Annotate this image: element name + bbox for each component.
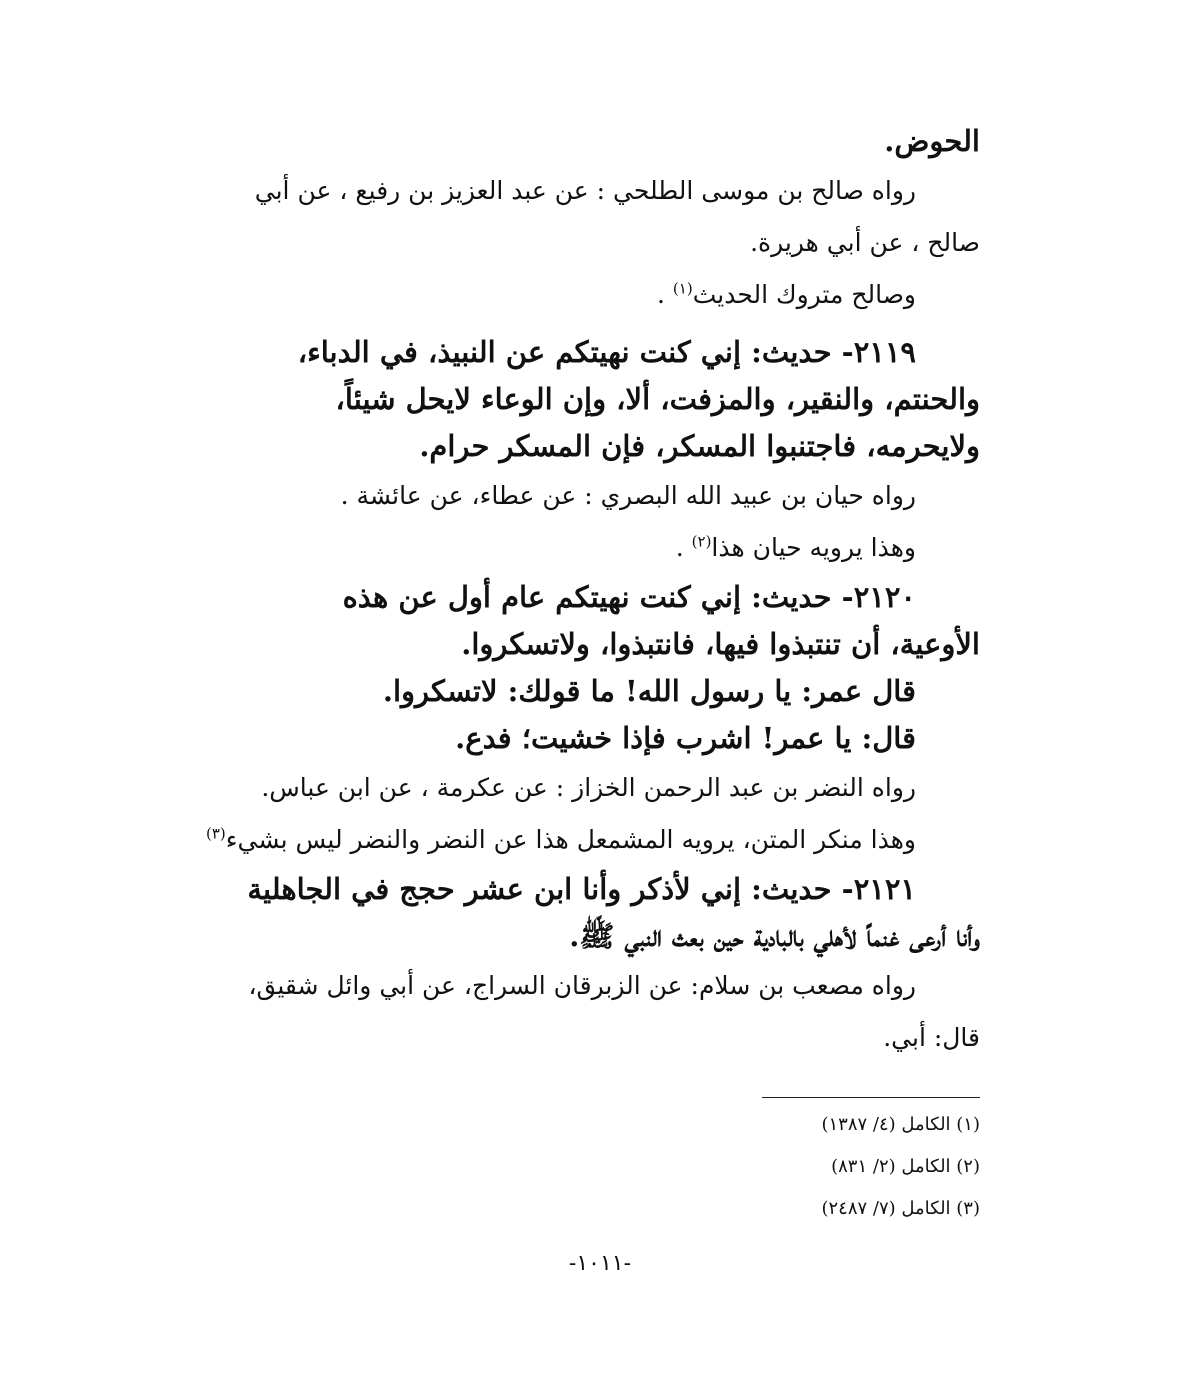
narration-line: رواه حيان بن عبيد الله البصري : عن عطاء، عن عائشة . xyxy=(340,481,916,510)
narration-end: . xyxy=(657,280,673,309)
page-number: -١٠١١- xyxy=(568,1251,632,1276)
footnote-item: (١) الكامل (٤/ ١٣٨٧) xyxy=(821,1114,980,1135)
narration-text: وصالح متروك الحديث xyxy=(692,280,916,309)
footnote-ref: (٣) xyxy=(205,824,226,843)
hadith-2120-line: قال عمر: يا رسول الله! ما قولك: لاتسكروا. xyxy=(382,674,916,708)
footnote-ref: (١) xyxy=(672,279,693,298)
footnote-ref: (٢) xyxy=(691,532,712,551)
footnote-item: (٢) الكامل (٢/ ٨٣١) xyxy=(831,1156,980,1177)
hadith-2120-line: ٢١٢٠- حديث: إني كنت نهيتكم عام أول عن هذه xyxy=(342,580,916,614)
footnote-item: (٣) الكامل (٧/ ٢٤٨٧) xyxy=(821,1198,980,1219)
narration-end: . xyxy=(675,533,692,562)
hadith-2119-line: ٢١١٩- حديث: إني كنت نهيتكم عن النبيذ، في الدباء، xyxy=(297,335,916,369)
hadith-2121-line: وأنا أرعى غنماً لأهلي بالبادية حين بعث النبي ﷺ. xyxy=(569,919,980,953)
narration-line: صالح ، عن أبي هريرة. xyxy=(750,228,980,257)
narration-text: وهذا منكر المتن، يرويه المشمعل هذا عن النضر والنضر ليس بشيء xyxy=(225,825,916,854)
narration-line xyxy=(240,269,980,321)
narration-line xyxy=(240,522,980,574)
hadith-2121-line: ٢١٢١- حديث: إني لأذكر وأنا ابن عشر حجج في الجاهلية xyxy=(247,872,916,906)
narration-text: وهذا يرويه حيان هذا xyxy=(711,533,916,562)
narration-line: رواه مصعب بن سلام: عن الزبرقان السراج، عن أبي وائل شقيق، xyxy=(248,971,916,1000)
hadith-2119-line: ولايحرمه، فاجتنبوا المسكر، فإن المسكر حرام. xyxy=(419,429,980,463)
page-heading: الحوض. xyxy=(884,124,980,158)
narration-line xyxy=(205,814,980,866)
hadith-2120-line: الأوعية، أن تنتبذوا فيها، فانتبذوا، ولاتسكروا. xyxy=(461,627,980,661)
footnotes xyxy=(580,1104,980,1230)
narration-line: رواه صالح بن موسى الطلحي : عن عبد العزيز بن رفيع ، عن أبي xyxy=(254,176,916,205)
narration-line: قال: أبي. xyxy=(883,1023,980,1052)
footnote-divider xyxy=(762,1097,980,1098)
narration-line: رواه النضر بن عبد الرحمن الخزاز : عن عكرمة ، عن ابن عباس. xyxy=(261,773,916,802)
page-body xyxy=(205,118,980,1064)
hadith-2119-line: والحنتم، والنقير، والمزفت، ألا، وإن الوعاء لايحل شيئاً، xyxy=(335,382,980,416)
hadith-2120-line: قال: يا عمر! اشرب فإذا خشيت؛ فدع. xyxy=(455,721,916,755)
